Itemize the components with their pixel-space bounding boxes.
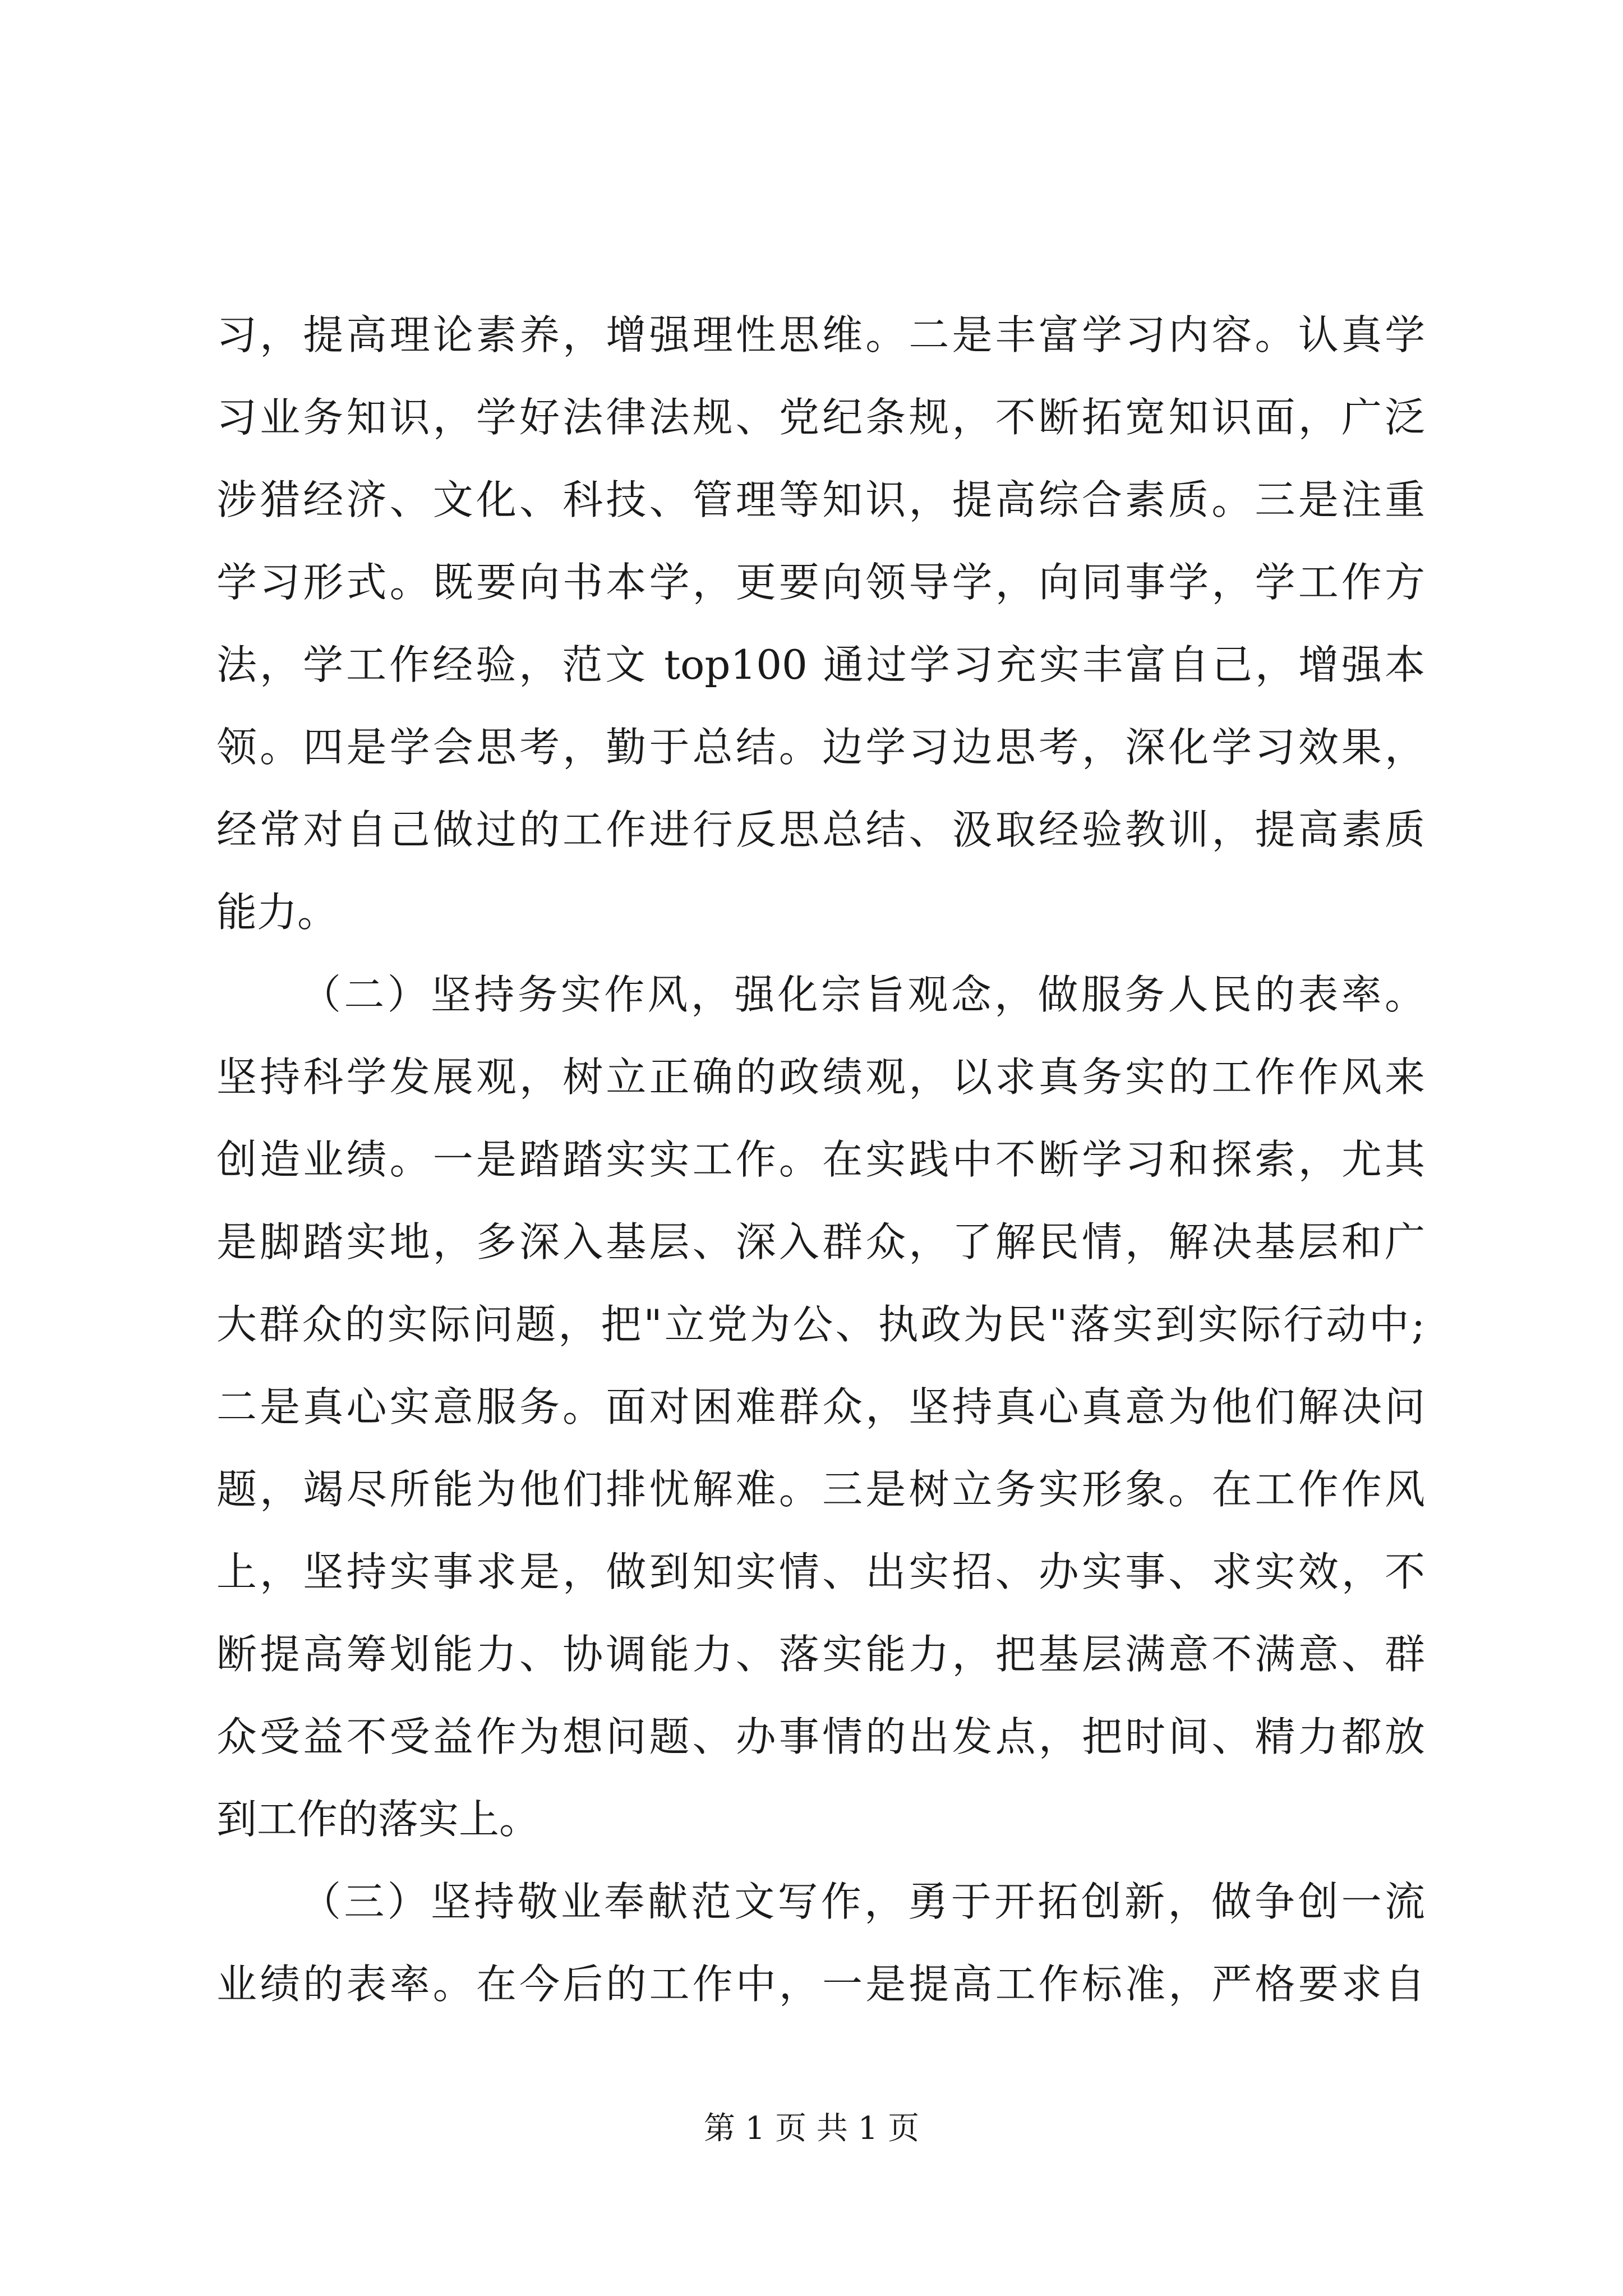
text-line: 领。四是学会思考，勤于总结。边学习边思考，深化学习效果， bbox=[216, 724, 1425, 771]
text-line: 众受益不受益作为想问题、办事情的出发点，把时间、精力都放 bbox=[216, 1713, 1425, 1760]
text-line: 题，竭尽所能为他们排忧解难。三是树立务实形象。在工作作风 bbox=[216, 1466, 1425, 1513]
text-line: 上，坚持实事求是，做到知实情、出实招、办实事、求实效，不 bbox=[216, 1548, 1425, 1595]
text-line: 是脚踏实地，多深入基层、深入群众，了解民情，解决基层和广 bbox=[216, 1218, 1425, 1266]
text-line: 断提高筹划能力、协调能力、落实能力，把基层满意不满意、群 bbox=[216, 1631, 1425, 1678]
text-line: 坚持科学发展观，树立正确的政绩观，以求真务实的工作作风来 bbox=[216, 1053, 1425, 1101]
text-line: 习业务知识，学好法律法规、党纪条规，不断拓宽知识面，广泛 bbox=[216, 394, 1425, 441]
text-line: 业绩的表率。在今后的工作中，一是提高工作标准，严格要求自 bbox=[216, 1961, 1425, 2008]
text-line: 学习形式。既要向书本学，更要向领导学，向同事学，学工作方 bbox=[216, 559, 1425, 606]
text-line: 到工作的落实上。 bbox=[216, 1796, 540, 1843]
text-line: 创造业绩。一是踏踏实实工作。在实践中不断学习和探索，尤其 bbox=[216, 1136, 1425, 1183]
text-line: 法，学工作经验，范文 top100 通过学习充实丰富自己，增强本 bbox=[216, 641, 1425, 688]
text-line: 习，提高理论素养，增强理性思维。二是丰富学习内容。认真学 bbox=[216, 311, 1425, 358]
text-line: 涉猎经济、文化、科技、管理等知识，提高综合素质。三是注重 bbox=[216, 476, 1425, 523]
body-text bbox=[216, 294, 1425, 2026]
section-heading-3: （三）坚持敬业奉献范文写作，勇于开拓创新，做争创一流 bbox=[301, 1878, 1425, 1925]
text-line: 二是真心实意服务。面对困难群众，坚持真心真意为他们解决问 bbox=[216, 1383, 1425, 1430]
text-line: 大群众的实际问题，把"立党为公、执政为民"落实到实际行动中; bbox=[216, 1301, 1425, 1348]
text-line: 经常对自己做过的工作进行反思总结、汲取经验教训，提高素质 bbox=[216, 806, 1425, 853]
text-line: 能力。 bbox=[216, 889, 338, 936]
page-footer: 第 1 页 共 1 页 bbox=[703, 2110, 920, 2147]
section-heading-2: （二）坚持务实作风，强化宗旨观念，做服务人民的表率。 bbox=[301, 971, 1425, 1018]
